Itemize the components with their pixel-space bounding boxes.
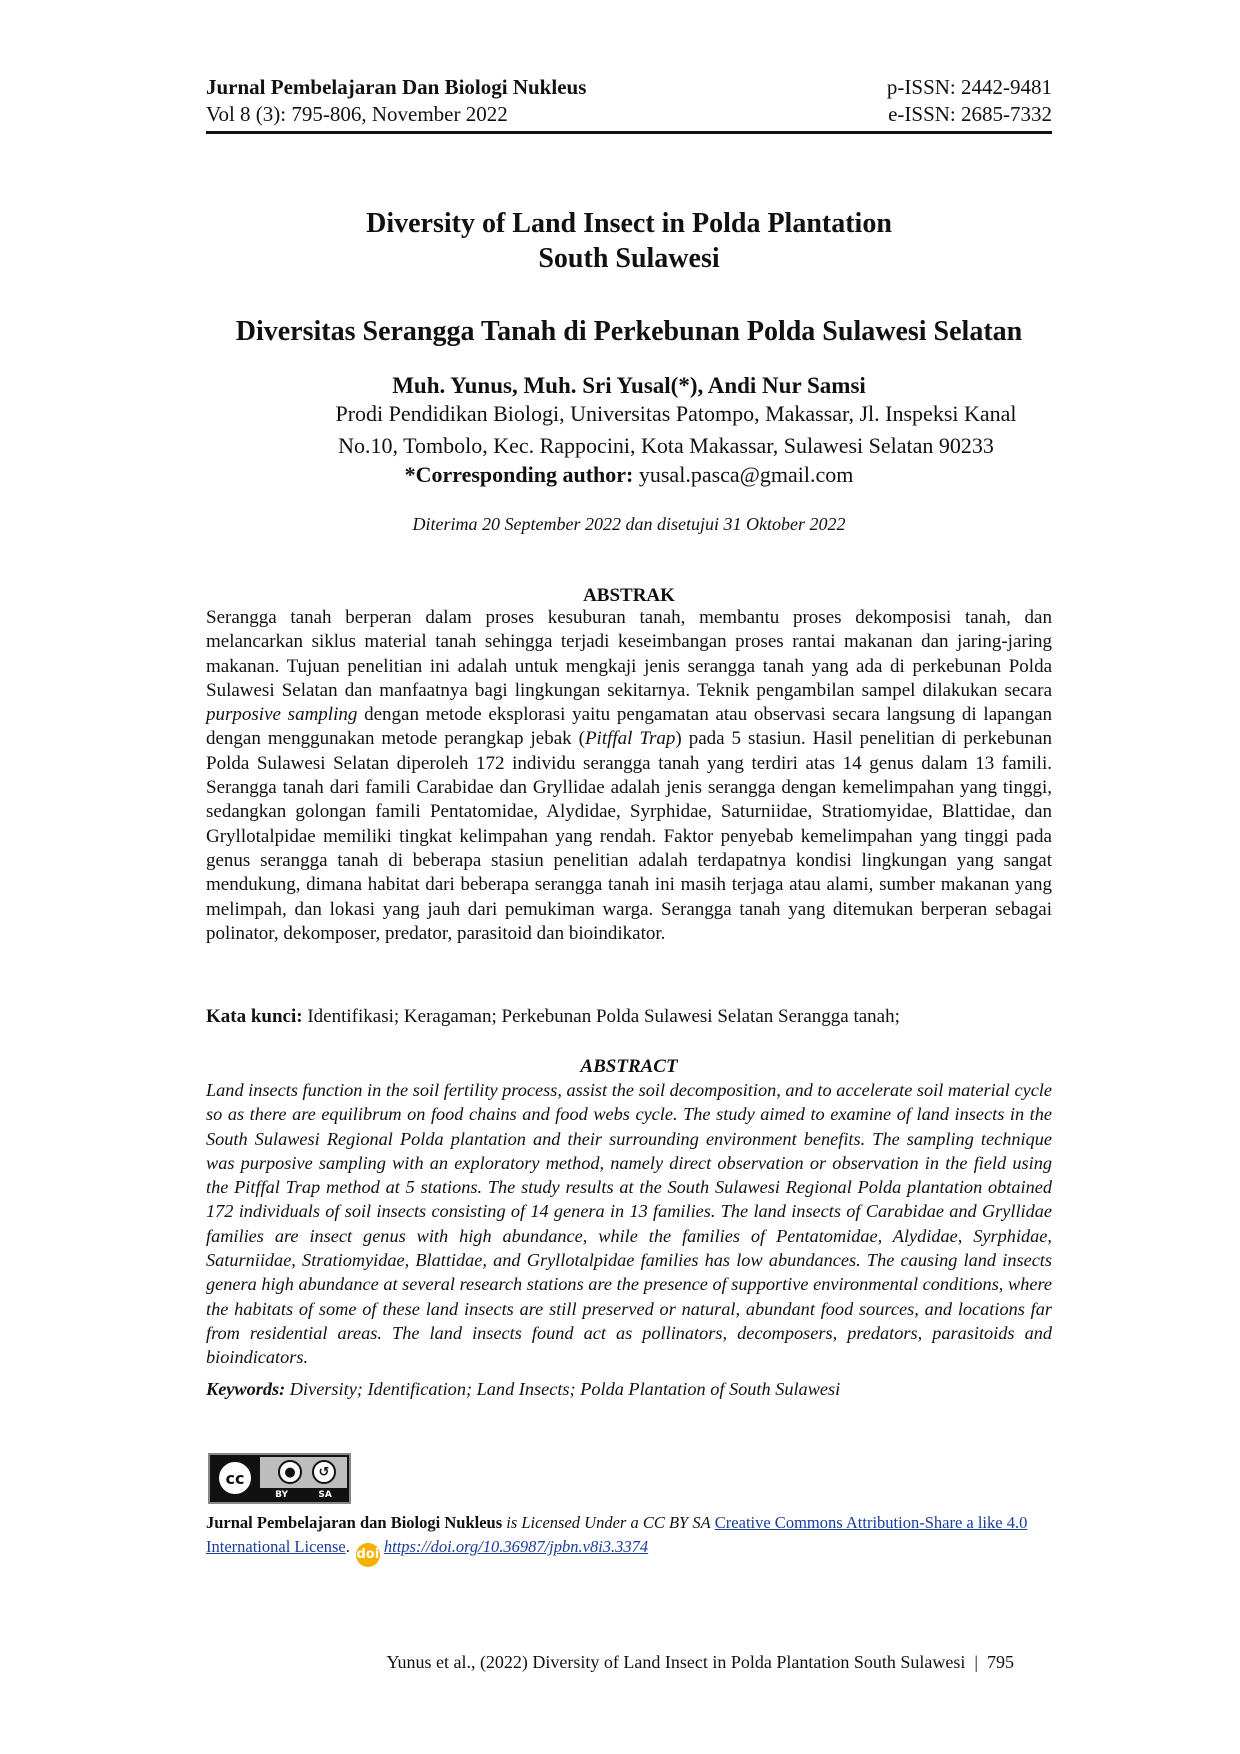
keywords-label: Keywords: (206, 1379, 286, 1399)
title-en-line1: Diversity of Land Insect in Polda Plantation (366, 208, 892, 239)
abstract-text: Land insects function in the soil fertility process, assist the soil decomposition, and to accelerate soil material cycle so as there are equilibrum on food chains and food webs cycle. The study aimed to examine of land insects in the South Sulawesi Regional Polda plantation and their surrounding environment benefits. The sampling technique was purposive sampling with an exploratory method, namely direct observation or observation in the field using the Pitffal Trap method at 5 stations. The study results at the South Sulawesi Regional Polda plantation obtained 172 individuals of soil insects consisting of 14 genera in 13 families. The land insects of Carabidae and Gryllidae families are insect genus with high abundance, while the families of Pentatomidae, Alydidae, Syrphidae, Saturniidae, Stratiomyidae, Blattidae, and Gryllotalpidae families has low abundances. The causing land insects genera high abundance at several research stations are the presence of supportive environmental conditions, where the habitats of some of these land insects are still preserved or natural, abundant food sources, and locations far from residential areas. The land insects found act as pollinators, decomposers, predators, parasitoids and bioindicators. (206, 1080, 1052, 1368)
footer-separator: | (974, 1652, 978, 1672)
affiliation (206, 398, 1052, 462)
affiliation-line2: No.10, Tombolo, Kec. Rappocini, Kota Makassar, Sulawesi Selatan 90233 (338, 433, 994, 458)
author-list: Muh. Yunus, Muh. Sri Yusal(*), Andi Nur Samsi (392, 373, 866, 398)
person-icon: ● (278, 1460, 302, 1484)
journal-name: Jurnal Pembelajaran Dan Biologi Nukleus (206, 75, 587, 99)
volume-info: Vol 8 (3): 795-806, November 2022 (206, 102, 508, 126)
abstrak-part2: dengan metode eksplorasi yaitu pengamatan atau observasi secara langsung di lapangan dengan menggunakan metode perangkap jebak ( (206, 704, 1053, 750)
cc-by-sa-badge[interactable] (208, 1453, 351, 1504)
doi-link[interactable]: https://doi.org/10.36987/jpbn.v8i3.3374 (383, 1537, 649, 1556)
paper-title-id: Diversitas Serangga Tanah di Perkebunan Polda Sulawesi Selatan (235, 316, 1023, 347)
footer-citation: Yunus et al., (2022) Diversity of Land Insect in Polda Plantation South Sulawesi (386, 1652, 966, 1672)
abstrak-heading: ABSTRAK (583, 585, 675, 606)
abstrak-text (206, 606, 1052, 946)
e-issn: e-ISSN: 2685-7332 (888, 102, 1052, 126)
title-en-line2: South Sulawesi (538, 243, 720, 274)
abstrak-term-pitfall: Pitffal Trap (584, 728, 676, 750)
license-period: . (345, 1537, 350, 1556)
abstrak-term-purposive: purposive sampling (206, 704, 358, 726)
license-text: is Licensed Under a CC BY SA (506, 1513, 711, 1532)
page-footer (206, 1650, 1014, 1674)
paper-title-en (206, 206, 1052, 276)
badge-label-bar (260, 1488, 347, 1501)
kata-kunci-label: Kata kunci: (206, 1006, 303, 1027)
header-divider (206, 131, 1052, 134)
p-issn: p-ISSN: 2442-9481 (886, 75, 1052, 99)
cc-icon: cc (216, 1459, 254, 1497)
keywords-values: Diversity; Identification; Land Insects; Polda Plantation of South Sulawesi (289, 1379, 841, 1399)
affiliation-line1: Prodi Pendidikan Biologi, Universitas Patompo, Makassar, Jl. Inspeksi Kanal (335, 401, 1017, 426)
kata-kunci-values: Identifikasi; Keragaman; Perkebunan Polda Sulawesi Selatan Serangga tanah; (307, 1006, 900, 1027)
license-journal: Jurnal Pembelajaran dan Biologi Nukleus (206, 1513, 503, 1532)
doi-icon: doi (356, 1543, 380, 1567)
corresponding-author (206, 460, 1052, 490)
keywords (206, 1377, 1052, 1401)
corresponding-email[interactable]: yusal.pasca@gmail.com (638, 462, 854, 487)
share-alike-icon: ↺ (312, 1460, 336, 1484)
received-accepted-dates: Diterima 20 September 2022 dan disetujui 31 Oktober 2022 (412, 514, 846, 534)
badge-sa-label: SA (318, 1489, 332, 1500)
abstract-heading: ABSTRACT (580, 1056, 678, 1077)
kata-kunci (206, 1005, 1052, 1029)
corresponding-label: *Corresponding author: (404, 462, 634, 487)
license-statement (206, 1511, 1052, 1567)
page-number: 795 (987, 1652, 1014, 1672)
abstrak-part1: Serangga tanah berperan dalam proses kesuburan tanah, membantu proses dekomposisi tanah, dan melancarkan siklus material tanah sehingga terjadi keseimbangan proses rantai makanan dan jaring-jaring makanan. Tujuan penelitian ini adalah untuk mengkaji jenis serangga tanah yang ada di perkebunan Polda Sulawesi Selatan dan manfaatnya bagi lingkungan sekitarnya. Teknik pengambilan sampel dilakukan secara (206, 607, 1052, 701)
abstrak-part3: ) pada 5 stasiun. Hasil penelitian di perkebunan Polda Sulawesi Selatan diperoleh 172 individu serangga tanah yang terdiri atas 14 genus dalam 13 famili. Serangga tanah dari famili Carabidae dan Gryllidae adalah jenis serangga dengan kemelimpahan yang tinggi, sedangkan golongan famili Pentatomidae, Alydidae, Syrphidae, Saturniidae, Stratiomyidae, Blattidae, dan Gryllotalpidae memiliki tingkat kelimpahan yang rendah. Faktor penyebab kemelimpahan yang tinggi pada genus serangga tanah di beberapa stasiun penelitian adalah terdapatnya kondisi lingkungan yang sangat mendukung, dimana habitat dari beberapa serangga tanah ini masih terjaga atau alami, sumber makanan yang melimpah, dan lokasi yang jauh dari pemukiman warga. Serangga tanah yang ditemukan berperan sebagai polinator, dekomposer, predator, parasitoid dan bioindikator. (206, 728, 1052, 944)
badge-by-label: BY (275, 1489, 289, 1500)
page-header (206, 74, 1052, 128)
license-link[interactable]: Creative Commons Attribution-Share a like 4.0 International License (206, 1513, 1028, 1556)
